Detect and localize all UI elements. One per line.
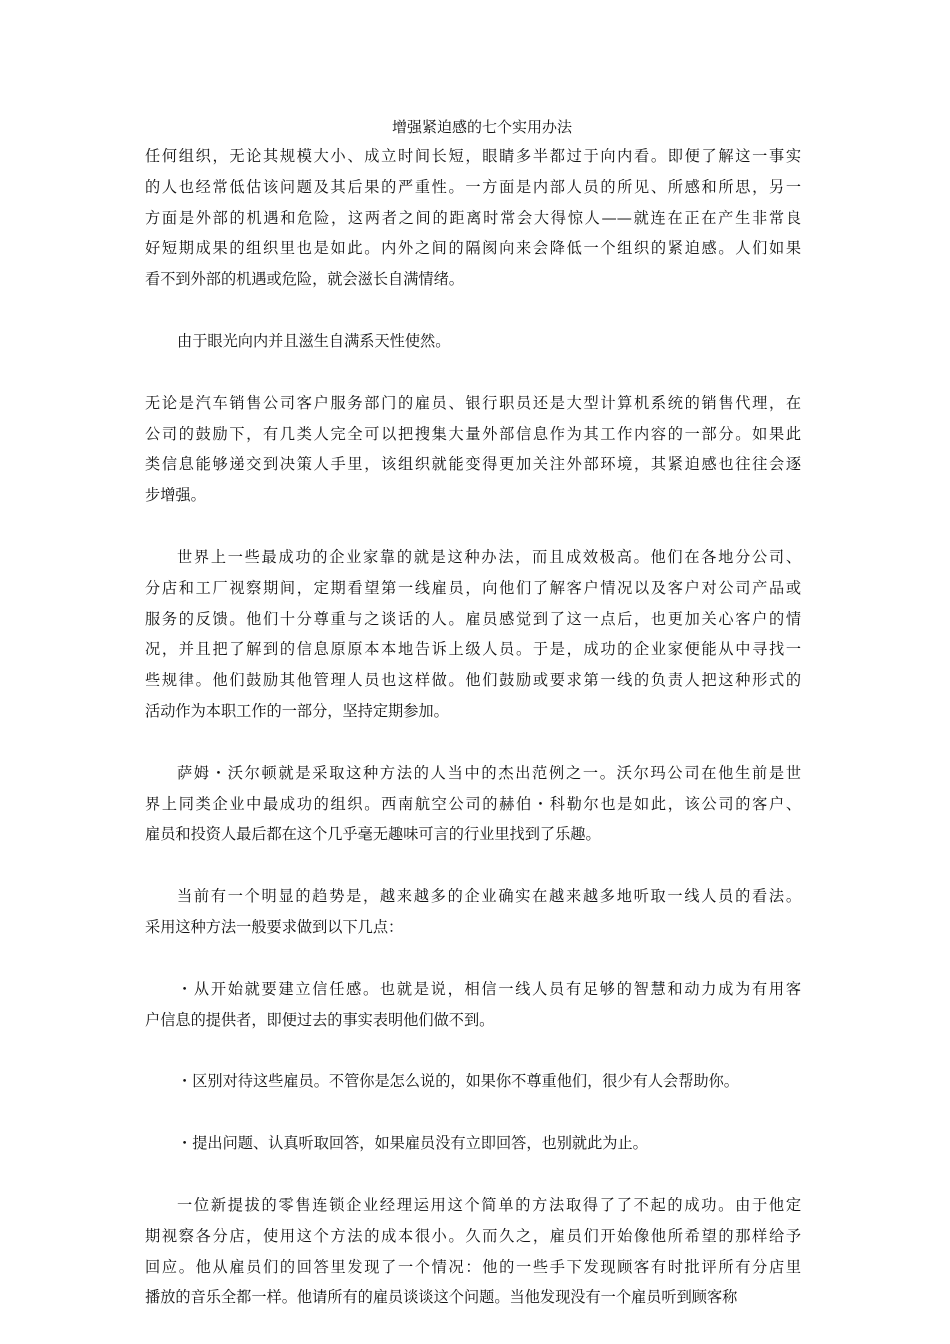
- paragraph-line: ・提出问题、认真听取回答，如果雇员没有立即回答，也别就此为止。: [177, 1134, 648, 1153]
- paragraph-line: 世界上一些最成功的企业家靠的就是这种办法，而且成效极高。他们在各地分公司、: [177, 547, 801, 566]
- paragraph-p5: [145, 758, 801, 850]
- paragraph-line: 服务的反馈。他们十分尊重与之谈话的人。雇员感觉到了这一点后，也更加关心客户的情: [145, 609, 801, 628]
- paragraph-line: 雇员和投资人最后都在这个几乎毫无趣味可言的行业里找到了乐趣。: [145, 825, 601, 844]
- paragraph-gap: [145, 850, 801, 881]
- paragraph-line: 些规律。他们鼓励其他管理人员也这样做。他们鼓励或要求第一线的负责人把这种形式的: [145, 671, 801, 690]
- paragraph-p10: [145, 1190, 801, 1313]
- paragraph-line: 无论是汽车销售公司客户服务部门的雇员、银行职员还是大型计算机系统的销售代理，在: [145, 393, 801, 412]
- paragraph-line: 萨姆・沃尔顿就是采取这种方法的人当中的杰出范例之一。沃尔玛公司在他生前是世: [177, 763, 801, 782]
- paragraph-line: 一位新提拔的零售连锁企业经理运用这个简单的方法取得了了不起的成功。由于他定: [177, 1195, 801, 1214]
- paragraph-line: 由于眼光向内并且滋生自满系天性使然。: [177, 331, 451, 350]
- paragraph-line: 步增强。: [145, 486, 206, 505]
- paragraph-gap: [145, 295, 801, 326]
- document-page: [145, 113, 801, 1313]
- paragraph-gap: [145, 943, 801, 974]
- paragraph-line: 播放的音乐全都一样。他请所有的雇员谈谈这个问题。当他发现没有一个雇员听到顾客称: [145, 1288, 738, 1307]
- paragraph-line: 分店和工厂视察期间，定期看望第一线雇员，向他们了解客户情况以及客户对公司产品或: [145, 578, 801, 597]
- paragraph-line: 公司的鼓励下，有几类人完全可以把搜集大量外部信息作为其工作内容的一部分。如果此: [145, 424, 801, 443]
- paragraph-p3: [145, 388, 801, 511]
- paragraph-line: 活动作为本职工作的一部分，坚持定期参加。: [145, 701, 449, 720]
- paragraph-line: 的人也经常低估该问题及其后果的严重性。一方面是内部人员的所见、所感和所思，另一: [145, 177, 801, 196]
- paragraph-p1: [145, 141, 801, 295]
- paragraph-gap: [145, 511, 801, 542]
- paragraph-line: ・区别对待这些雇员。不管你是怎么说的，如果你不尊重他们，很少有人会帮助你。: [177, 1072, 739, 1091]
- paragraph-line: 况，并且把了解到的信息原原本本地告诉上级人员。于是，成功的企业家便能从中寻找一: [145, 640, 801, 659]
- paragraph-gap: [145, 727, 801, 758]
- paragraph-gap: [145, 1035, 801, 1066]
- paragraph-line: 户信息的提供者，即便过去的事实表明他们做不到。: [145, 1010, 495, 1029]
- paragraph-p8: [145, 1066, 801, 1097]
- paragraph-line: 看不到外部的机遇或危险，就会滋长自满情绪。: [145, 270, 464, 289]
- document-body: [145, 141, 801, 1313]
- paragraph-gap: [145, 1159, 801, 1190]
- paragraph-p7: [145, 974, 801, 1036]
- paragraph-line: 当前有一个明显的趋势是，越来越多的企业确实在越来越多地听取一线人员的看法。: [177, 887, 801, 906]
- document-title: 增强紧迫感的七个实用办法: [391, 118, 572, 136]
- paragraph-p9: [145, 1128, 801, 1159]
- paragraph-p6: [145, 881, 801, 943]
- paragraph-line: 采用这种方法一般要求做到以下几点：: [145, 917, 404, 936]
- paragraph-line: 类信息能够递交到决策人手里，该组织就能变得更加关注外部环境，其紧迫感也往往会逐: [145, 455, 801, 474]
- paragraph-gap: [145, 357, 801, 388]
- paragraph-gap: [145, 1097, 801, 1128]
- paragraph-line: 期视察各分店，使用这个方法的成本很小。久而久之，雇员们开始像他所希望的那样给予: [145, 1226, 801, 1245]
- paragraph-p4: [145, 542, 801, 727]
- paragraph-p2: [145, 326, 801, 357]
- paragraph-line: 任何组织，无论其规模大小、成立时间长短，眼睛多半都过于向内看。即便了解这一事实: [145, 147, 801, 165]
- paragraph-line: 好短期成果的组织里也是如此。内外之间的隔阂向来会降低一个组织的紧迫感。人们如果: [145, 239, 801, 258]
- paragraph-line: 回应。他从雇员们的回答里发现了一个情况：他的一些手下发现顾客有时批评所有分店里: [145, 1257, 801, 1276]
- paragraph-line: 界上同类企业中最成功的组织。西南航空公司的赫伯・科勒尔也是如此，该公司的客户、: [145, 794, 801, 813]
- paragraph-line: ・从开始就要建立信任感。也就是说，相信一线人员有足够的智慧和动力成为有用客: [177, 979, 801, 998]
- paragraph-line: 方面是外部的机遇和危险，这两者之间的距离时常会大得惊人——就连在正在产生非常良: [145, 208, 801, 227]
